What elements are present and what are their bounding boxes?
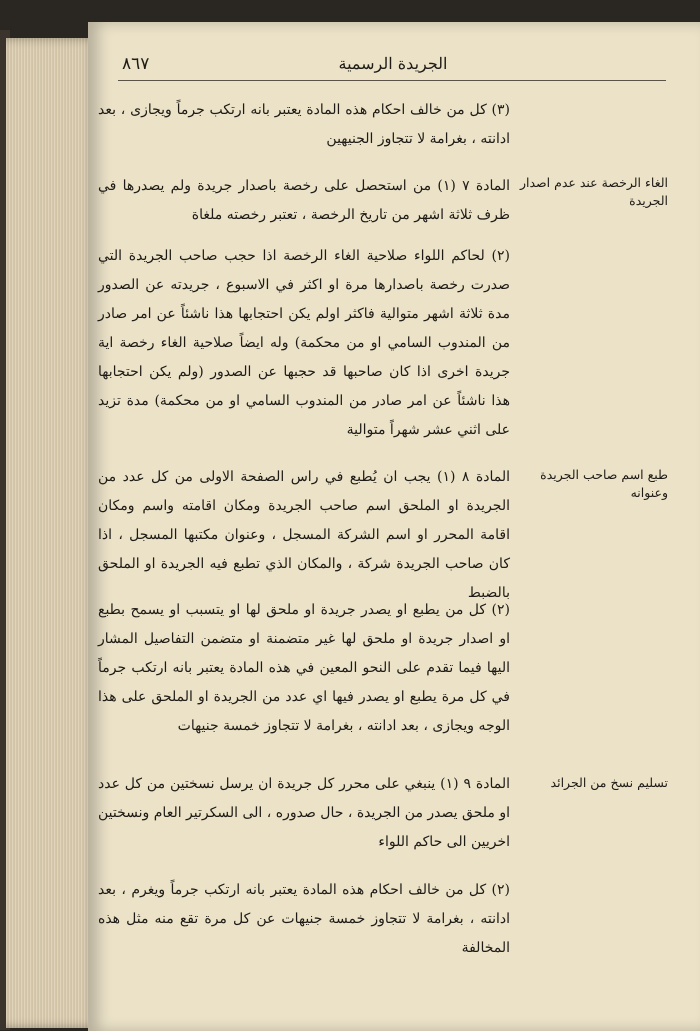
paragraph-art9-2: (٢) كل من خالف احكام هذه المادة يعتبر بانه ارتكب جرماً ويغرم ، بعد ادانته ، بغرامة لا تتجاوز خمسة جنيهات عن كل مرة تقع منه مثل هذه المخالفة xyxy=(98,882,510,956)
page-header xyxy=(118,50,666,81)
paragraph-art8-1: المادة ٨ (١) يجب ان يُطبع في راس الصفحة الاولى من كل عدد من الجريدة او الملحق اسم صاحب الجريدة ومكان اقامته واسم ومكان اقامة المحرر او اسم الشركة المسجل ، وعنوان مكتبها المسجل ، اذا كان صاحب الجريدة شركة ، والمكان الذي تطبع فيه الجريدة او الملحق بالضبط xyxy=(98,469,510,601)
book-page xyxy=(88,22,700,1031)
page-stack-edge xyxy=(6,38,98,1028)
margin-note-art7: الغاء الرخصة عند عدم اصدار الجريدة xyxy=(519,175,668,208)
margin-note-art8: طبع اسم صاحب الجريدة وعنوانه xyxy=(540,467,668,500)
page-number: ٨٦٧ xyxy=(122,54,150,74)
running-title: الجريدة الرسمية xyxy=(338,54,448,73)
paragraph-art7-2: (٢) لحاكم اللواء صلاحية الغاء الرخصة اذا حجب صاحب الجريدة التي صدرت رخصة باصدارها مرة او اكثر في الاسبوع ، جريدته عن الصدور مدة ثلاثة اشهر متوالية فاكثر اولم يكن احتجابها هذا ناشئاً عن امر صادر من المندوب السامي او من محكمة) وله ايضاً صلاحية الغاء رخصة اية جريدة اخرى اذا كان صاحبها قد حجبها عن الصدور (ولم يكن احتجابها هذا ناشئاً عن امر صادر من المندوب السامي او من محكمة) مدة تزيد على اثني عشر شهراً متوالية xyxy=(98,248,510,438)
paragraph-art8-2: (٢) كل من يطبع او يصدر جريدة او ملحق لها او يتسبب او يسمح بطبع او اصدار جريدة او ملحق لها غير متضمنة او متضمن التفاصيل المشار اليها فيما تقدم على النحو المعين في هذه المادة يعتبر بانه ارتكب جرماً في كل مرة يطبع او يصدر فيها اي عدد من الجريدة او الملحق على هذا الوجه ويجازى ، بعد ادانته ، بغرامة لا تتجاوز خمسة جنيهات xyxy=(98,602,510,734)
paragraph-art6-3: (٣) كل من خالف احكام هذه المادة يعتبر بانه ارتكب جرماً ويجازى ، بعد ادانته ، بغرامة لا تتجاوز الجنيهين xyxy=(98,102,510,147)
paragraph-art7-1: المادة ٧ (١) من استحصل على رخصة باصدار جريدة ولم يصدرها في ظرف ثلاثة اشهر من تاريخ الرخصة ، تعتبر رخصته ملغاة xyxy=(98,178,510,223)
paragraph-art9-1: المادة ٩ (١) ينبغي على محرر كل جريدة ان يرسل نسختين من كل عدد او ملحق يصدر من الجريدة ، حال صدوره ، الى السكرتير العام ونسختين اخريين الى حاكم اللواء xyxy=(98,776,510,850)
margin-note-art9: تسليم نسخ من الجرائد xyxy=(550,775,668,790)
